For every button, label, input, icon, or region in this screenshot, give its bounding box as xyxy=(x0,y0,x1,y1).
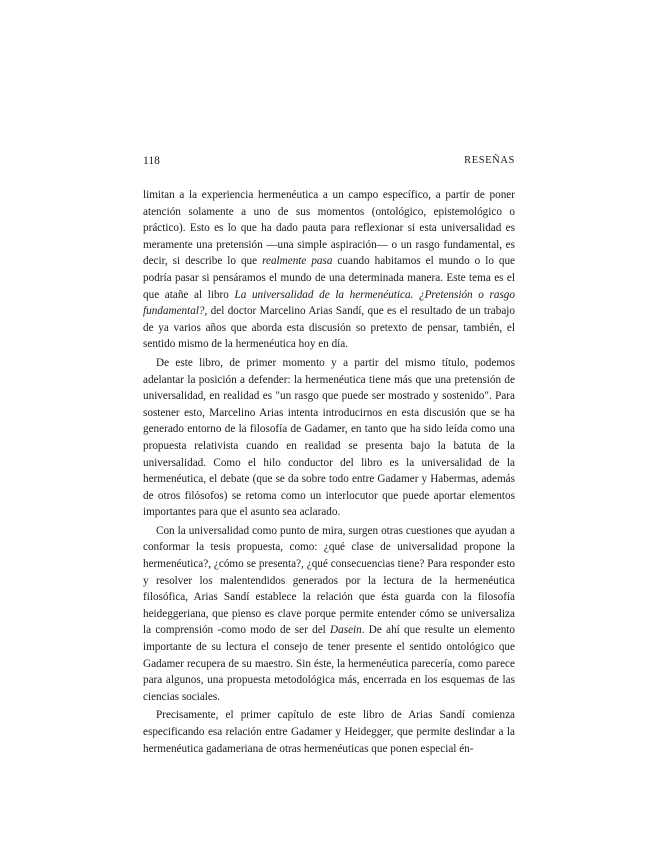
book-page xyxy=(143,155,515,757)
paragraph xyxy=(143,355,515,521)
page-number: 118 xyxy=(143,155,160,167)
text-run: limitan a la experiencia hermenéutica a un campo específico, a partir de poner atención solamente a uno de sus momentos (ontológico, epistemológico o práctico). Esto es lo que ha dado pauta para reflexionar si esta universalidad es meramente una pretensión —una simple aspiración— o un rasgo fundamental, es decir, si describe lo que xyxy=(143,189,515,268)
text-run: Precisamente, el primer capítulo de este libro de Arias Sandí comienza especificando esa relación entre Gadamer y Heidegger, que permite deslindar a la hermenéutica gadameriana de otras hermenéuticas que ponen especial én- xyxy=(143,709,515,755)
section-title: RESEÑAS xyxy=(464,155,515,166)
text-run: Con la universalidad como punto de mira, surgen otras cuestiones que ayudan a conformar la tesis propuesta, como: ¿qué clase de universalidad propone la hermenéutica?, ¿cómo se presenta?, ¿qué consecuencias tiene? Para responder esto y resolver los malentendidos generados por la lectura de la hermenéutica filosófica, Arias Sandí establece la relación que ésta guarda con la filosofía heideggeriana, que pienso es clave porque permite entender cómo se universaliza la comprensión -como modo de ser del xyxy=(143,524,515,637)
body-text xyxy=(143,187,515,757)
italic-text: Dasein xyxy=(330,624,362,637)
text-run: cuando habitamos el mundo o lo que podría pasar si pensáramos el mundo de una determinada manera. Este tema es el que atañe al libro xyxy=(143,255,516,301)
text-run: . De ahí que resulte un elemento importante de su lectura el consejo de tener presente el sentido ontológico que Gadamer recupera de su maestro. Sin éste, la hermenéutica parecería, como parece para algunos, una propuesta metodológica más, encerrada en los esquemas de las ciencias sociales. xyxy=(143,624,515,703)
paragraph xyxy=(143,707,515,757)
text-run: , del doctor Marcelino Arias Sandí, que es el resultado de un trabajo de ya varios años que aborda esta discusión so pretexto de pensar, también, el sentido mismo de la hermenéutica hoy en día. xyxy=(143,305,515,351)
paragraph xyxy=(143,187,515,353)
text-run: De este libro, de primer momento y a partir del mismo título, podemos adelantar la posición a defender: la hermenéutica tiene más que una pretensión de universalidad, en realidad es "un rasgo que puede ser mostrado y sostenido". Para sostener esto, Marcelino Arias intenta introducirnos en esta discusión que se ha generado entorno de la filosofía de Gadamer, en tanto que ha sido leída como una propuesta relativista cuando en realidad se presenta bajo la batuta de la universalidad. Como el hilo conductor del libro es la universalidad de la hermenéutica, el debate (que se da sobre todo entre Gadamer y Habermas, además de otros filósofos) se retoma como un interlocutor que puede aportar elementos importantes para que el asunto sea aclarado. xyxy=(143,356,515,519)
paragraph xyxy=(143,523,515,706)
italic-text: realmente pasa xyxy=(262,255,333,268)
italic-text: La universalidad de la hermenéutica. ¿Pretensión o rasgo fundamental? xyxy=(143,288,515,318)
running-header xyxy=(143,155,515,171)
